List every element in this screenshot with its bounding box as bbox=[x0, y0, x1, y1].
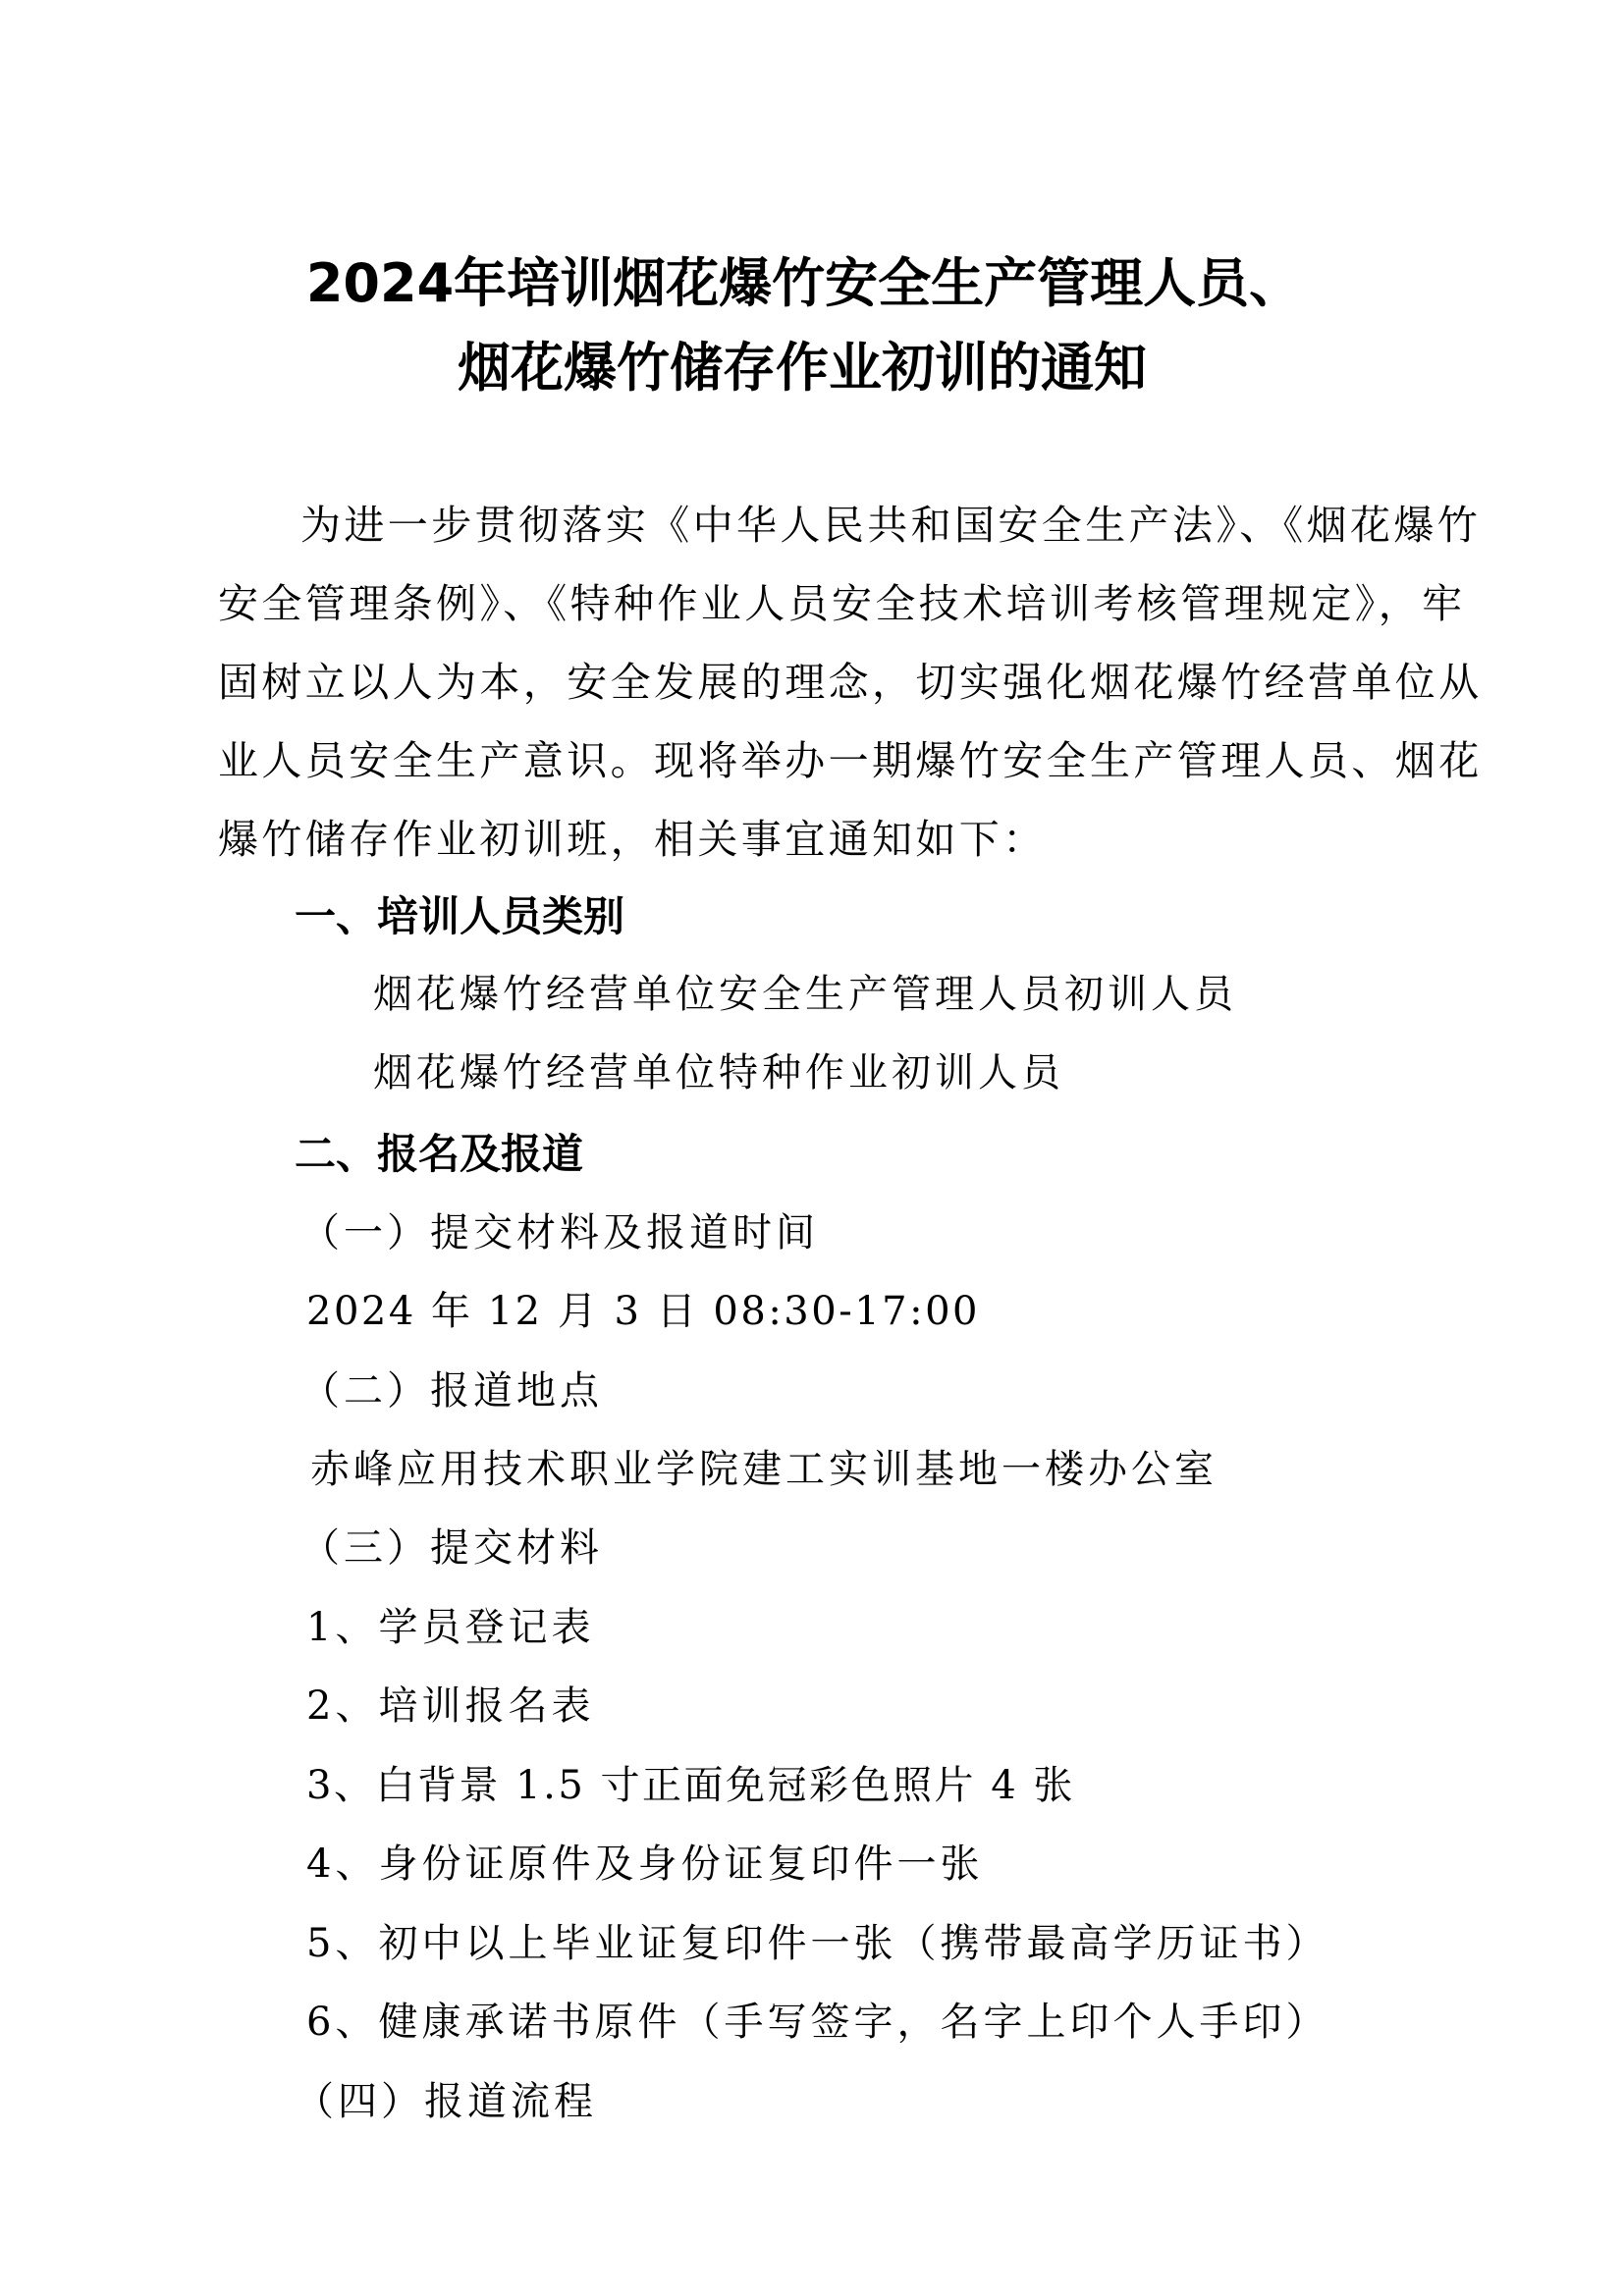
material-item: 6、健康承诺书原件（手写签字，名字上印个人手印） bbox=[306, 2000, 1329, 2045]
subsection-heading-time: （一）提交材料及报道时间 bbox=[300, 1210, 819, 1255]
subsection-heading-process: （四）报道流程 bbox=[295, 2079, 597, 2124]
material-item: 4、身份证原件及身份证复印件一张 bbox=[306, 1842, 984, 1887]
training-category-item: 烟花爆竹经营单位特种作业初训人员 bbox=[373, 1050, 1064, 1095]
intro-paragraph: 为进一步贯彻落实《中华人民共和国安全生产法》、《烟花爆竹安全管理条例》、《特种作业人员安全技术培训考核管理规定》，牢固树立以人为本，安全发展的理念，切实强化烟花爆竹经营单位从业人员安全生产意识。现将举办一期爆竹安全生产管理人员、烟花爆竹储存作业初训班，相关事宜通知如下： bbox=[218, 502, 1483, 863]
material-item: 5、初中以上毕业证复印件一张（携带最高学历证书） bbox=[306, 1921, 1329, 1966]
document-title-line-2: 烟花爆竹储存作业初训的通知 bbox=[458, 337, 1147, 399]
document-title-line-1: 2024年培训烟花爆竹安全生产管理人员、 bbox=[305, 252, 1303, 314]
material-item: 2、培训报名表 bbox=[306, 1683, 595, 1729]
subsection-heading-location: （二）报道地点 bbox=[300, 1368, 603, 1414]
training-category-item: 烟花爆竹经营单位安全生产管理人员初训人员 bbox=[373, 972, 1237, 1017]
material-item: 1、学员登记表 bbox=[306, 1605, 595, 1650]
registration-location: 赤峰应用技术职业学院建工实训基地一楼办公室 bbox=[310, 1447, 1218, 1492]
material-item: 3、白背景 1.5 寸正面免冠彩色照片 4 张 bbox=[306, 1763, 1075, 1808]
section-heading-registration: 二、报名及报道 bbox=[295, 1130, 584, 1178]
registration-time: 2024 年 12 月 3 日 08:30-17:00 bbox=[306, 1289, 980, 1334]
subsection-heading-materials: （三）提交材料 bbox=[300, 1525, 603, 1571]
section-heading-training-categories: 一、培训人员类别 bbox=[295, 892, 625, 940]
